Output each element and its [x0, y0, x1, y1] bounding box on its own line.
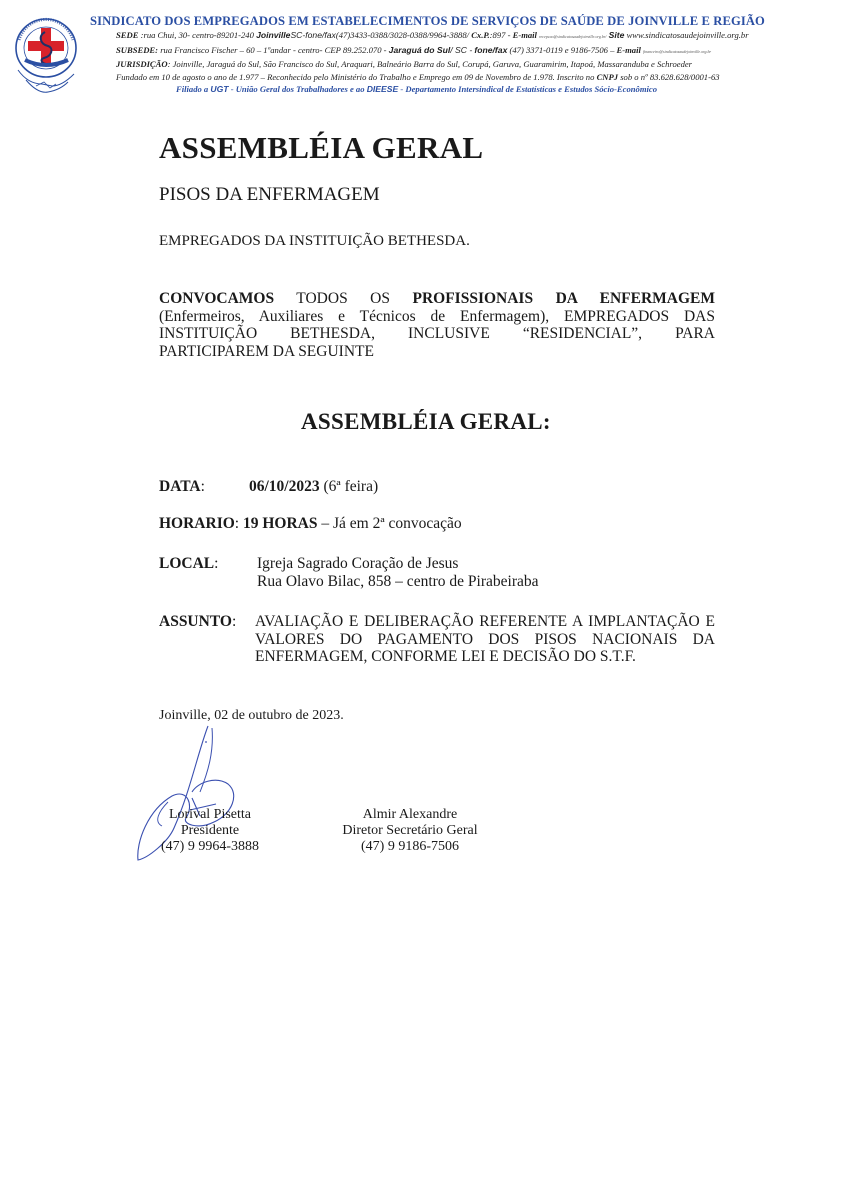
sede-email[interactable]: recepcao@sindicatosaudejoinville.org.br/: [539, 34, 607, 39]
date-note: (6ª feira): [319, 478, 379, 495]
document-subtitle: PISOS DA ENFERMAGEM: [159, 184, 380, 205]
sede-city: Joinville: [256, 30, 291, 40]
subsede-city: Jaraguá do Sul: [388, 44, 451, 55]
convocation-lead: CONVOCAMOS: [159, 290, 275, 307]
subsede-state: / SC -: [450, 44, 473, 55]
time-value: 19 HORAS: [239, 515, 318, 532]
fundacao-line: [116, 71, 848, 84]
document-title: ASSEMBLÉIA GERAL: [159, 130, 484, 165]
signatory-phone: (47) 9 9186-7506: [361, 839, 459, 854]
sede-cx-label: Cx.P.: [471, 30, 490, 40]
signatory-name: Lorival Pisetta: [168, 807, 252, 822]
cnpj-value: sob o nº 83.628.628/0001-63: [620, 71, 720, 82]
subsede-label: SUBSEDE:: [116, 44, 159, 55]
time-note: – Já em 2ª convocação: [317, 515, 462, 532]
subject-line-3: ENFERMAGEM, CONFORME LEI E DECISÃO DO S.T.F.: [255, 648, 636, 665]
affiliation-line: [88, 84, 848, 94]
convocation-line-1: [159, 290, 715, 308]
time-label: HORARIO: [159, 515, 235, 532]
section-title: ASSEMBLÉIA GERAL:: [301, 409, 551, 434]
signatory-phone: (47) 9 9964-3888: [161, 839, 259, 854]
ugt-acronym: UGT: [210, 84, 229, 94]
place-and-date: Joinville, 02 de outubro de 2023.: [159, 708, 344, 723]
jurisdicao-label: JURISDIÇÃO: [116, 59, 168, 69]
time-field: [159, 515, 462, 533]
signatory-secretary: [330, 807, 490, 855]
sede-label: SEDE: [116, 30, 139, 40]
signatory-role: Presidente: [180, 823, 240, 838]
sede-address: :rua Chui, 30- centro-89201-240: [140, 30, 254, 40]
convocation-line-4: PARTICIPAREM DA SEGUINTE: [159, 342, 374, 360]
time-colon: :: [234, 515, 240, 532]
date-label: DATA:: [159, 478, 205, 495]
ugt-description: - União Geral dos Trabalhadores e ao: [230, 84, 365, 94]
subject-line-2: VALORES DO PAGAMENTO DOS PISOS NACIONAIS DA: [255, 630, 715, 648]
convocation-line-3: INSTITUIÇÃO BETHESDA, INCLUSIVE “RESIDENCIAL”, PARA: [159, 325, 715, 342]
subsede-phone-label: fone/fax: [474, 44, 508, 55]
sede-phone-label: SC-fone/fax: [290, 30, 336, 40]
affiliation-prefix: Filiado a: [176, 84, 209, 94]
convocation-mid: TODOS OS: [274, 290, 413, 307]
sede-site-label: Site: [608, 30, 625, 40]
dieese-description: - Departamento Intersindical de Estatísticas e Estudos Sócio-Econômico: [400, 84, 658, 94]
subject-value: [255, 613, 715, 666]
location-value: [257, 555, 539, 591]
sede-phones: (47)3433-0388/3028-0388/9964-3888/: [335, 30, 470, 40]
jurisdicao-text: : Joinville, Jaraguá do Sul, São Francisco do Sul, Araquari, Balneário Barra do Sul, Corupá, Garuva, Guaramirim, Itapoá, Massaranduba e Schroeder: [167, 59, 693, 69]
convocation-paragraph: [159, 290, 715, 360]
signatory-role: Diretor Secretário Geral: [342, 823, 478, 838]
signatory-name: Almir Alexandre: [362, 807, 458, 822]
location-line-2: Rua Olavo Bilac, 858 – centro de Pirabeiraba: [257, 573, 539, 590]
date-field: [159, 478, 378, 496]
union-seal-logo: [8, 14, 86, 100]
location-line-1: Igreja Sagrado Coração de Jesus: [257, 555, 459, 572]
sede-email-label: E-mail: [512, 30, 537, 40]
subsede-line: [116, 44, 848, 59]
subsede-email-label: E-mail: [616, 44, 641, 55]
fundacao-text: Fundado em 10 de agosto o ano de 1.977 – Reconhecido pelo Ministério do Trabalho e Emprego em 09 de Novembro de 1.978. Inscrito no: [116, 71, 595, 82]
convocation-target: PROFISSIONAIS DA ENFERMAGEM: [412, 290, 715, 307]
location-label: LOCAL:: [159, 555, 219, 572]
sede-site[interactable]: www.sindicatosaudejoinville.org.br: [626, 30, 749, 40]
jurisdicao-line: [116, 58, 848, 71]
sede-line: [116, 29, 848, 44]
dieese-acronym: DIEESE: [366, 84, 399, 94]
date-value: 06/10/2023: [249, 478, 320, 495]
sede-cx-value: :897 -: [489, 30, 511, 40]
convocation-line-2: (Enfermeiros, Auxiliares e Técnicos de Enfermagem), EMPREGADOS DAS: [159, 307, 715, 325]
signatory-president: [150, 807, 270, 855]
audience-line: EMPREGADOS DA INSTITUIÇÃO BETHESDA.: [159, 233, 470, 249]
subject-label: ASSUNTO:: [159, 613, 237, 630]
subject-field: [159, 613, 715, 666]
organization-name: SINDICATO DOS EMPREGADOS EM ESTABELECIMENTOS DE SERVIÇOS DE SAÚDE DE JOINVILLE E REGIÃO: [90, 14, 765, 28]
subsede-address: rua Francisco Fischer – 60 – 1ºandar - centro- CEP 89.252.070 -: [160, 44, 387, 55]
letterhead: [88, 14, 848, 94]
subsede-email[interactable]: financeiro@sindicatosaudejoinville.org.br: [643, 48, 712, 54]
subsede-phones: (47) 3371-0119 e 9186-7506 –: [509, 44, 615, 55]
subject-line-1: AVALIAÇÃO E DELIBERAÇÃO REFERENTE A IMPLANTAÇÃO E: [255, 613, 715, 630]
location-field: [159, 555, 539, 591]
cnpj-label: CNPJ: [596, 71, 619, 82]
